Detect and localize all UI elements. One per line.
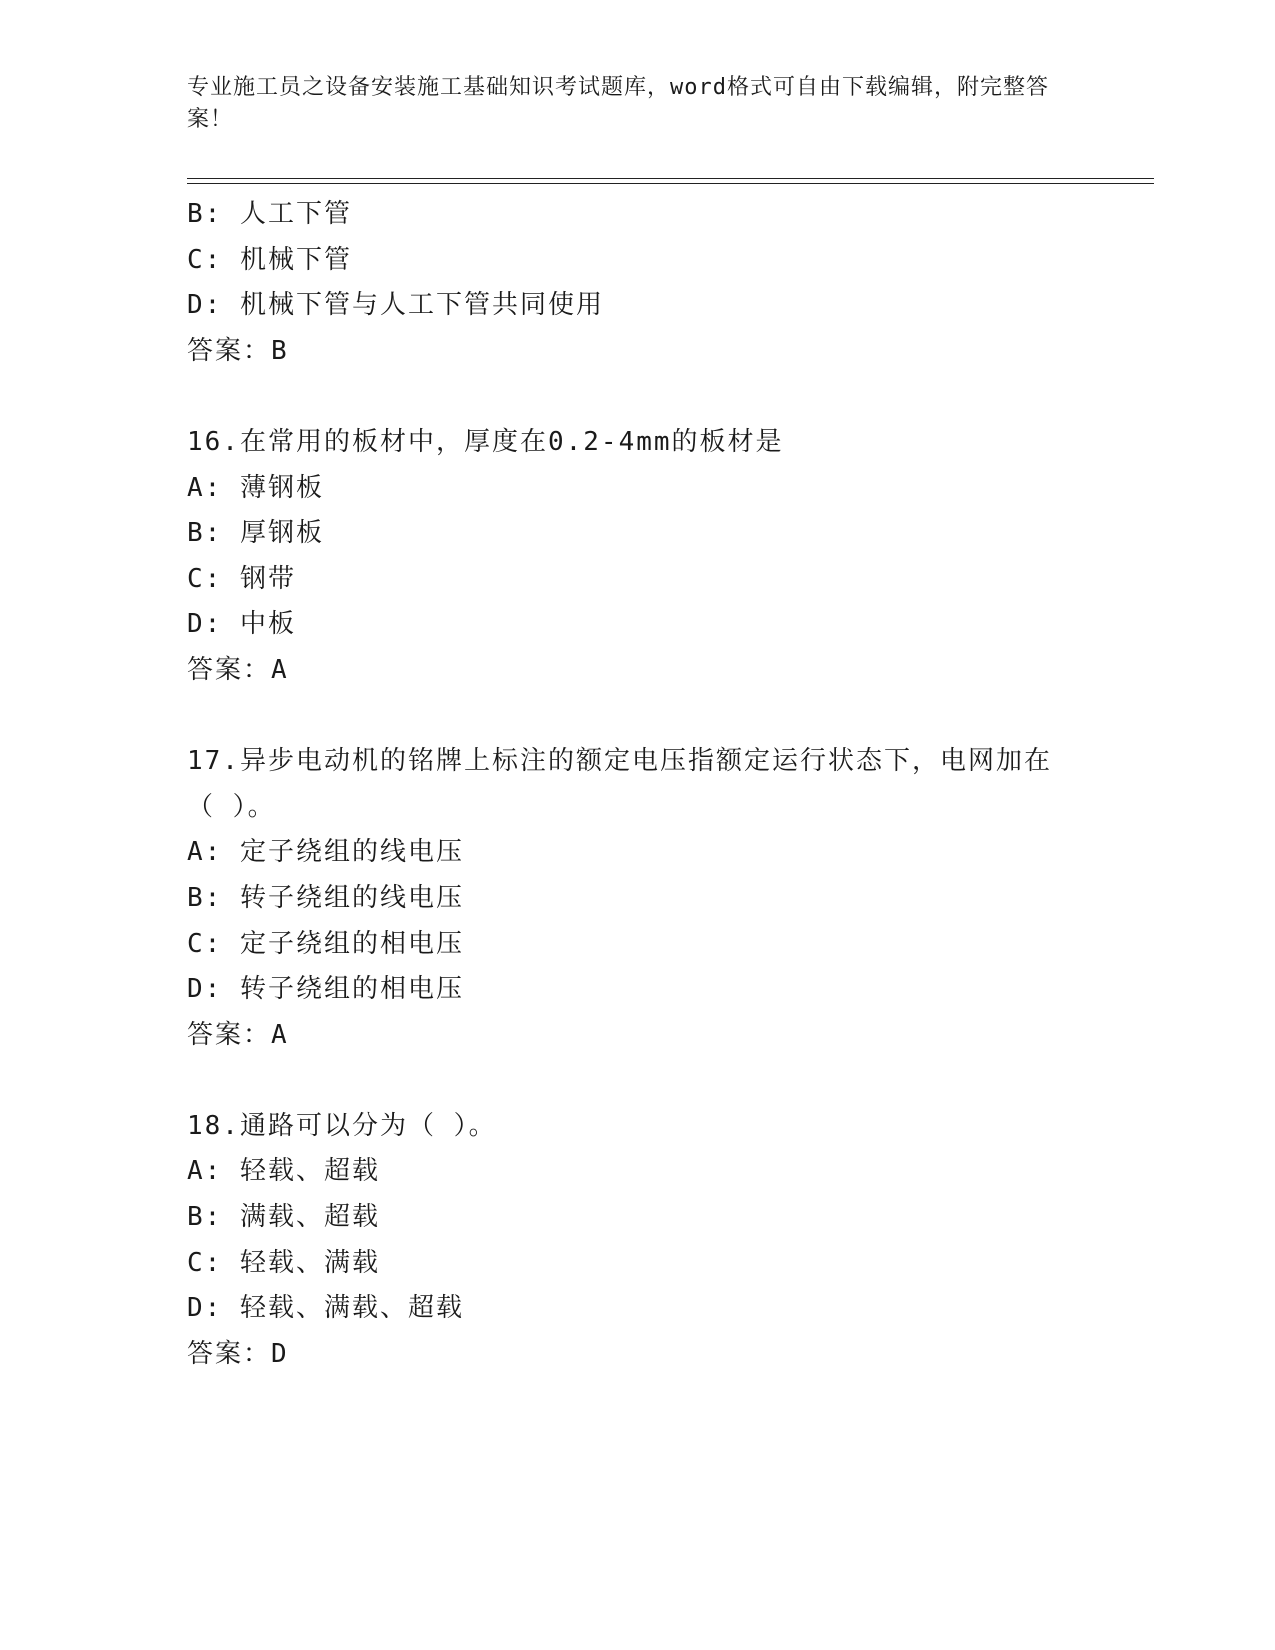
option-d: D: 转子绕组的相电压	[187, 974, 464, 1005]
option-b: B: 人工下管	[187, 199, 352, 229]
question-text: 异步电动机的铭牌上标注的额定电压指额定运行状态下，电网加在（ ）。	[187, 746, 1052, 822]
spacer	[187, 374, 1087, 420]
question-text: 在常用的板材中，厚度在0.2-4mm的板材是	[239, 426, 784, 457]
question-block	[187, 420, 1087, 694]
question-block	[187, 1104, 1087, 1378]
document-header: 专业施工员之设备安装施工基础知识考试题库，word格式可自由下载编辑，附完整答案！	[187, 75, 1049, 132]
question-title	[187, 739, 1067, 830]
option-b: B: 转子绕组的线电压	[187, 882, 464, 913]
question-block	[187, 192, 1087, 374]
answer-text: 答案：A	[187, 1019, 289, 1050]
question-number: 16.	[187, 426, 240, 457]
option-a: A: 薄钢板	[187, 472, 324, 503]
option-b: B: 满载、超载	[187, 1202, 380, 1233]
question-number: 18.	[187, 1110, 240, 1141]
answer-text: 答案：B	[187, 335, 289, 366]
option-a: A: 轻载、超载	[187, 1156, 380, 1187]
question-title	[187, 1104, 1067, 1150]
question-block	[187, 739, 1087, 1058]
question-text: 通路可以分为（ ）。	[239, 1110, 497, 1141]
option-d: D: 中板	[187, 609, 296, 640]
option-a: A: 定子绕组的线电压	[187, 837, 464, 868]
header-divider-top	[187, 178, 1154, 179]
question-list	[187, 192, 1087, 1377]
option-d: D: 轻载、满载、超载	[187, 1293, 464, 1324]
question-number: 17.	[187, 746, 240, 777]
option-c: C: 机械下管	[187, 244, 352, 275]
spacer	[187, 1058, 1087, 1104]
option-b: B: 厚钢板	[187, 518, 324, 549]
header-divider-bottom	[187, 183, 1154, 184]
option-c: C: 轻载、满载	[187, 1247, 380, 1278]
question-title	[187, 420, 1067, 466]
spacer	[187, 694, 1087, 740]
option-d: D: 机械下管与人工下管共同使用	[187, 290, 604, 321]
answer-text: 答案：D	[187, 1338, 289, 1369]
option-c: C: 定子绕组的相电压	[187, 928, 464, 959]
option-c: C: 钢带	[187, 563, 296, 594]
answer-text: 答案：A	[187, 654, 289, 685]
